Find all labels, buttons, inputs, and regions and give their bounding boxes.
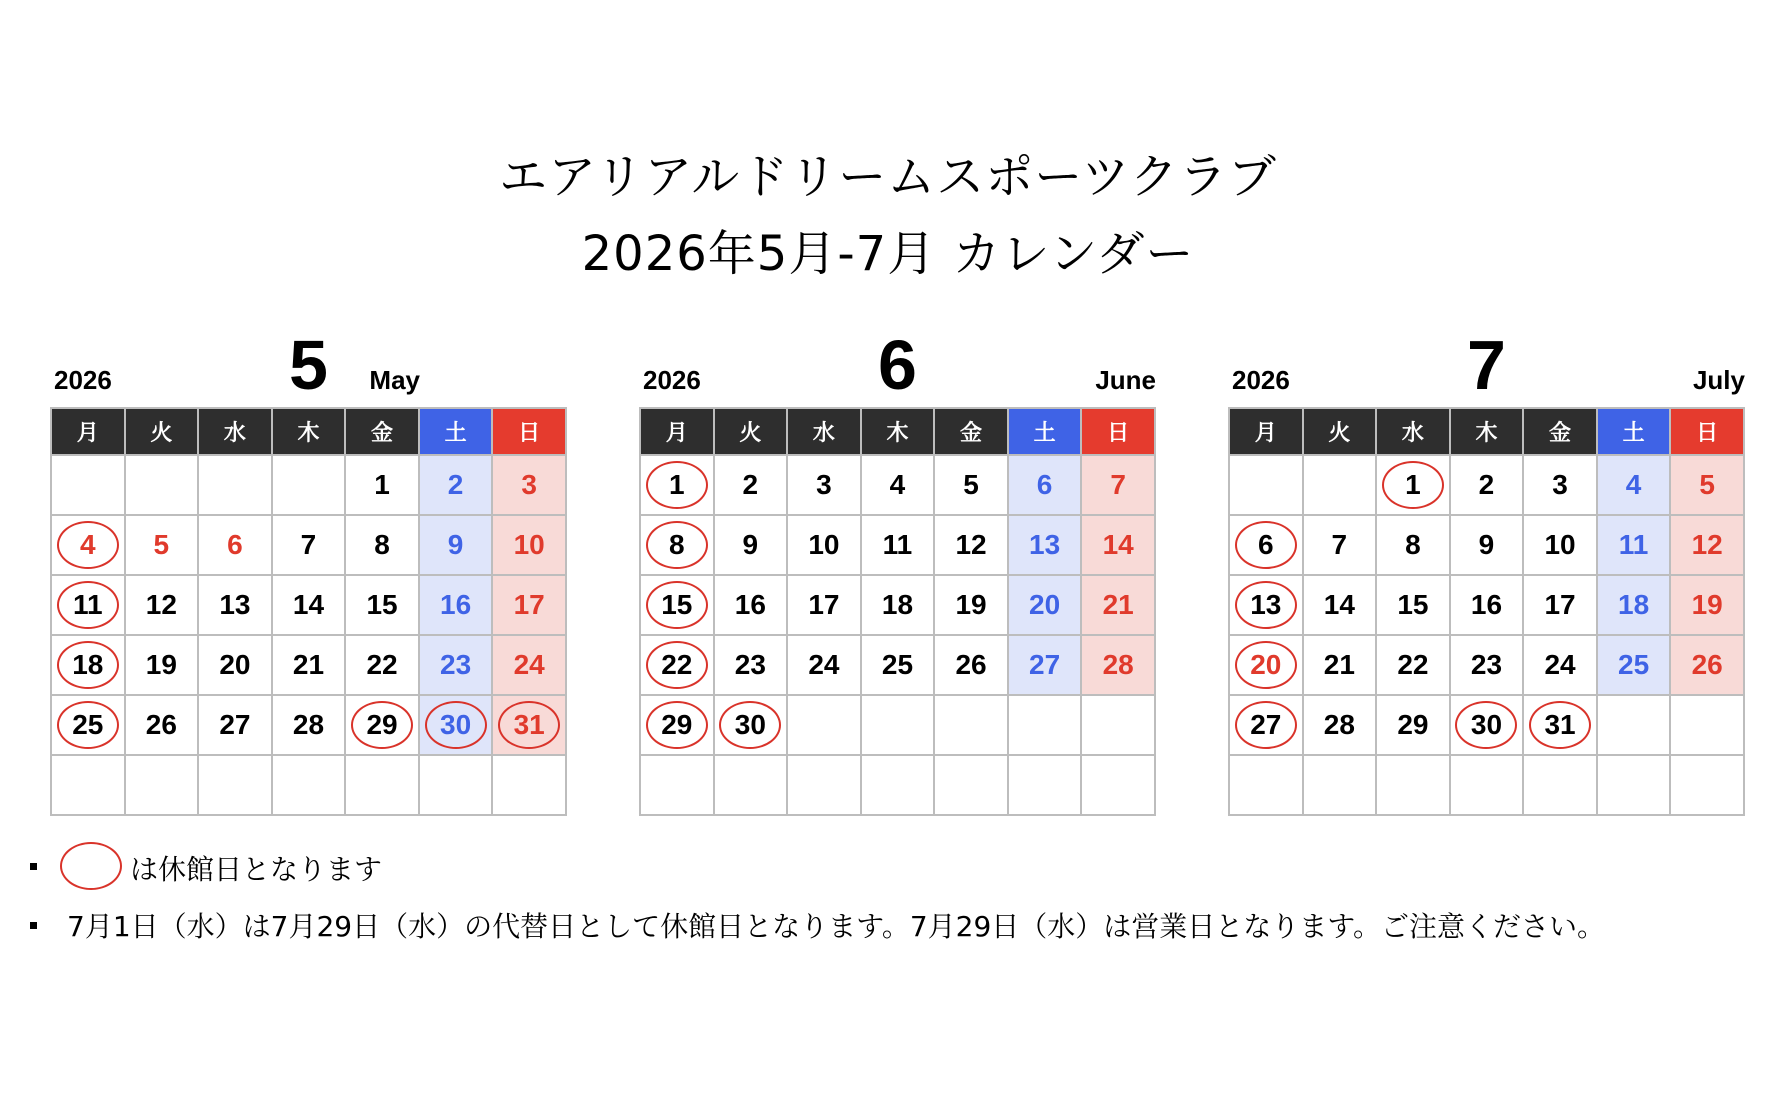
calendar-day: 4 — [861, 455, 935, 515]
calendar-grid — [50, 407, 567, 816]
calendar-day: 10 — [492, 515, 566, 575]
calendar-day: 14 — [1081, 515, 1155, 575]
calendar-day: 7 — [1081, 455, 1155, 515]
calendar-day: 6 — [198, 515, 272, 575]
calendar-day: 9 — [1450, 515, 1524, 575]
calendar-empty-cell — [272, 755, 346, 815]
calendar-may — [50, 326, 567, 816]
calendar-week-row — [640, 515, 1155, 575]
calendar-empty-cell — [1670, 695, 1744, 755]
calendar-day: 27 — [198, 695, 272, 755]
weekday-header: 日 — [1670, 408, 1744, 455]
calendar-day: 6 — [1008, 455, 1082, 515]
weekday-header: 水 — [198, 408, 272, 455]
calendar-day: 29 — [345, 695, 419, 755]
calendar-week-row — [1229, 755, 1744, 815]
calendar-day: 12 — [934, 515, 1008, 575]
calendar-day: 18 — [51, 635, 125, 695]
bullet-icon — [30, 863, 37, 870]
calendar-day: 2 — [1450, 455, 1524, 515]
calendar-empty-cell — [1229, 455, 1303, 515]
calendar-year: 2026 — [643, 365, 701, 395]
calendar-day: 30 — [714, 695, 788, 755]
calendar-empty-cell — [1081, 695, 1155, 755]
calendar-day: 10 — [1523, 515, 1597, 575]
calendar-day: 14 — [272, 575, 346, 635]
calendar-day: 22 — [345, 635, 419, 695]
calendar-day: 13 — [198, 575, 272, 635]
weekday-header: 火 — [125, 408, 199, 455]
calendar-day: 31 — [1523, 695, 1597, 755]
calendar-day: 21 — [1081, 575, 1155, 635]
calendar-day: 15 — [640, 575, 714, 635]
calendar-day: 26 — [1670, 635, 1744, 695]
bullet-icon — [30, 922, 37, 929]
calendar-week-row — [51, 695, 566, 755]
calendar-day: 7 — [272, 515, 346, 575]
calendar-empty-cell — [1008, 755, 1082, 815]
weekday-header: 月 — [640, 408, 714, 455]
calendar-day: 16 — [1450, 575, 1524, 635]
calendar-month-name: May — [369, 365, 420, 395]
calendar-week-row — [1229, 575, 1744, 635]
calendar-day: 20 — [1008, 575, 1082, 635]
calendar-empty-cell — [125, 455, 199, 515]
weekday-header: 土 — [1597, 408, 1671, 455]
calendar-day: 5 — [934, 455, 1008, 515]
calendar-day: 12 — [125, 575, 199, 635]
calendar-day: 12 — [1670, 515, 1744, 575]
calendar-day: 22 — [1376, 635, 1450, 695]
calendar-day: 19 — [1670, 575, 1744, 635]
calendar-empty-cell — [861, 695, 935, 755]
calendar-week-row — [640, 455, 1155, 515]
calendar-day: 9 — [419, 515, 493, 575]
calendar-day: 1 — [345, 455, 419, 515]
calendar-day: 29 — [640, 695, 714, 755]
calendar-day: 18 — [861, 575, 935, 635]
calendar-day: 8 — [640, 515, 714, 575]
calendar-empty-cell — [1523, 755, 1597, 815]
closed-legend-text: は休館日となります — [130, 853, 383, 886]
calendar-day: 2 — [714, 455, 788, 515]
calendar-week-row — [51, 455, 566, 515]
weekday-header: 金 — [1523, 408, 1597, 455]
calendar-empty-cell — [787, 695, 861, 755]
calendar-empty-cell — [1597, 755, 1671, 815]
calendar-month-number: 7 — [1467, 326, 1506, 404]
calendar-empty-cell — [934, 755, 1008, 815]
calendar-july — [1228, 326, 1745, 816]
calendar-day: 13 — [1008, 515, 1082, 575]
calendar-empty-cell — [125, 755, 199, 815]
calendar-week-row — [51, 575, 566, 635]
calendar-month-number: 5 — [289, 326, 328, 404]
calendar-empty-cell — [1303, 755, 1377, 815]
calendar-week-row — [1229, 635, 1744, 695]
calendar-day: 23 — [1450, 635, 1524, 695]
calendar-empty-cell — [714, 755, 788, 815]
calendar-day: 23 — [714, 635, 788, 695]
weekday-header: 土 — [419, 408, 493, 455]
calendar-day: 29 — [1376, 695, 1450, 755]
calendar-empty-cell — [787, 755, 861, 815]
calendar-day: 23 — [419, 635, 493, 695]
calendar-day: 1 — [640, 455, 714, 515]
calendar-empty-cell — [1008, 695, 1082, 755]
calendar-day: 3 — [787, 455, 861, 515]
weekday-header: 水 — [787, 408, 861, 455]
calendar-week-row — [640, 695, 1155, 755]
calendar-day: 25 — [51, 695, 125, 755]
calendar-month-number: 6 — [878, 326, 917, 404]
calendar-empty-cell — [934, 695, 1008, 755]
calendar-grid — [1228, 407, 1745, 816]
calendar-week-row — [1229, 515, 1744, 575]
calendar-empty-cell — [198, 455, 272, 515]
calendar-day: 17 — [1523, 575, 1597, 635]
calendar-day: 9 — [714, 515, 788, 575]
calendar-month-name: June — [1095, 365, 1156, 395]
calendar-empty-cell — [1229, 755, 1303, 815]
calendar-day: 11 — [51, 575, 125, 635]
calendar-day: 2 — [419, 455, 493, 515]
weekday-header: 月 — [1229, 408, 1303, 455]
calendar-june — [639, 326, 1156, 816]
calendar-day: 26 — [125, 695, 199, 755]
calendar-day: 5 — [125, 515, 199, 575]
calendar-day: 7 — [1303, 515, 1377, 575]
calendar-week-row — [1229, 455, 1744, 515]
calendar-day: 28 — [1081, 635, 1155, 695]
calendar-day: 17 — [787, 575, 861, 635]
page-title: エアリアルドリームスポーツクラブ — [499, 149, 1277, 205]
calendar-day: 28 — [272, 695, 346, 755]
calendar-week-row — [1229, 695, 1744, 755]
calendar-empty-cell — [1081, 755, 1155, 815]
calendar-empty-cell — [1597, 695, 1671, 755]
calendar-day: 25 — [1597, 635, 1671, 695]
calendar-day: 24 — [787, 635, 861, 695]
calendar-empty-cell — [640, 755, 714, 815]
calendar-day: 17 — [492, 575, 566, 635]
calendar-day: 25 — [861, 635, 935, 695]
weekday-header: 金 — [934, 408, 1008, 455]
calendar-day: 16 — [714, 575, 788, 635]
calendar-day: 20 — [198, 635, 272, 695]
calendar-day: 27 — [1229, 695, 1303, 755]
calendar-day: 26 — [934, 635, 1008, 695]
calendar-day: 5 — [1670, 455, 1744, 515]
calendar-day: 31 — [492, 695, 566, 755]
calendar-day: 14 — [1303, 575, 1377, 635]
calendar-day: 3 — [492, 455, 566, 515]
weekday-header: 土 — [1008, 408, 1082, 455]
calendar-day: 6 — [1229, 515, 1303, 575]
calendar-day: 30 — [1450, 695, 1524, 755]
calendar-day: 15 — [345, 575, 419, 635]
calendar-day: 8 — [345, 515, 419, 575]
calendar-day: 18 — [1597, 575, 1671, 635]
calendar-day: 20 — [1229, 635, 1303, 695]
calendar-day: 10 — [787, 515, 861, 575]
weekday-header: 日 — [492, 408, 566, 455]
calendar-day: 28 — [1303, 695, 1377, 755]
calendar-day: 24 — [492, 635, 566, 695]
calendar-day: 8 — [1376, 515, 1450, 575]
weekday-header: 木 — [861, 408, 935, 455]
calendar-day: 19 — [125, 635, 199, 695]
calendar-grid — [639, 407, 1156, 816]
special-notice-text: 7月1日（水）は7月29日（水）の代替日として休館日となります。7月29日（水）は営業日となります。ご注意ください。 — [67, 910, 1606, 943]
calendar-month-name: July — [1692, 365, 1745, 395]
calendar-day: 24 — [1523, 635, 1597, 695]
weekday-header: 火 — [714, 408, 788, 455]
calendar-day: 3 — [1523, 455, 1597, 515]
weekday-header: 火 — [1303, 408, 1377, 455]
calendar-day: 4 — [1597, 455, 1671, 515]
weekday-header: 木 — [272, 408, 346, 455]
calendar-day: 21 — [1303, 635, 1377, 695]
calendar-empty-cell — [51, 755, 125, 815]
weekday-header: 金 — [345, 408, 419, 455]
closed-day-circle-icon — [60, 842, 122, 890]
calendar-empty-cell — [1450, 755, 1524, 815]
weekday-header: 木 — [1450, 408, 1524, 455]
calendar-day: 19 — [934, 575, 1008, 635]
calendar-day: 15 — [1376, 575, 1450, 635]
calendar-week-row — [51, 635, 566, 695]
calendar-day: 27 — [1008, 635, 1082, 695]
calendar-day: 16 — [419, 575, 493, 635]
calendar-empty-cell — [1376, 755, 1450, 815]
weekday-header: 水 — [1376, 408, 1450, 455]
calendar-day: 11 — [1597, 515, 1671, 575]
weekday-header: 日 — [1081, 408, 1155, 455]
calendar-empty-cell — [861, 755, 935, 815]
calendar-empty-cell — [419, 755, 493, 815]
calendar-day: 11 — [861, 515, 935, 575]
calendar-day: 13 — [1229, 575, 1303, 635]
calendar-day: 4 — [51, 515, 125, 575]
calendar-empty-cell — [272, 455, 346, 515]
calendar-empty-cell — [1303, 455, 1377, 515]
calendar-week-row — [640, 755, 1155, 815]
calendar-day: 30 — [419, 695, 493, 755]
calendar-year: 2026 — [1232, 365, 1290, 395]
calendar-year: 2026 — [54, 365, 112, 395]
calendar-empty-cell — [1670, 755, 1744, 815]
calendar-week-row — [640, 575, 1155, 635]
calendar-week-row — [51, 515, 566, 575]
calendar-day: 1 — [1376, 455, 1450, 515]
calendar-empty-cell — [51, 455, 125, 515]
weekday-header: 月 — [51, 408, 125, 455]
calendar-week-row — [51, 755, 566, 815]
calendar-day: 22 — [640, 635, 714, 695]
calendar-empty-cell — [345, 755, 419, 815]
calendar-empty-cell — [492, 755, 566, 815]
calendar-week-row — [640, 635, 1155, 695]
page-subtitle: 2026年5月-7月 カレンダー — [581, 226, 1195, 282]
calendar-empty-cell — [198, 755, 272, 815]
calendar-day: 21 — [272, 635, 346, 695]
